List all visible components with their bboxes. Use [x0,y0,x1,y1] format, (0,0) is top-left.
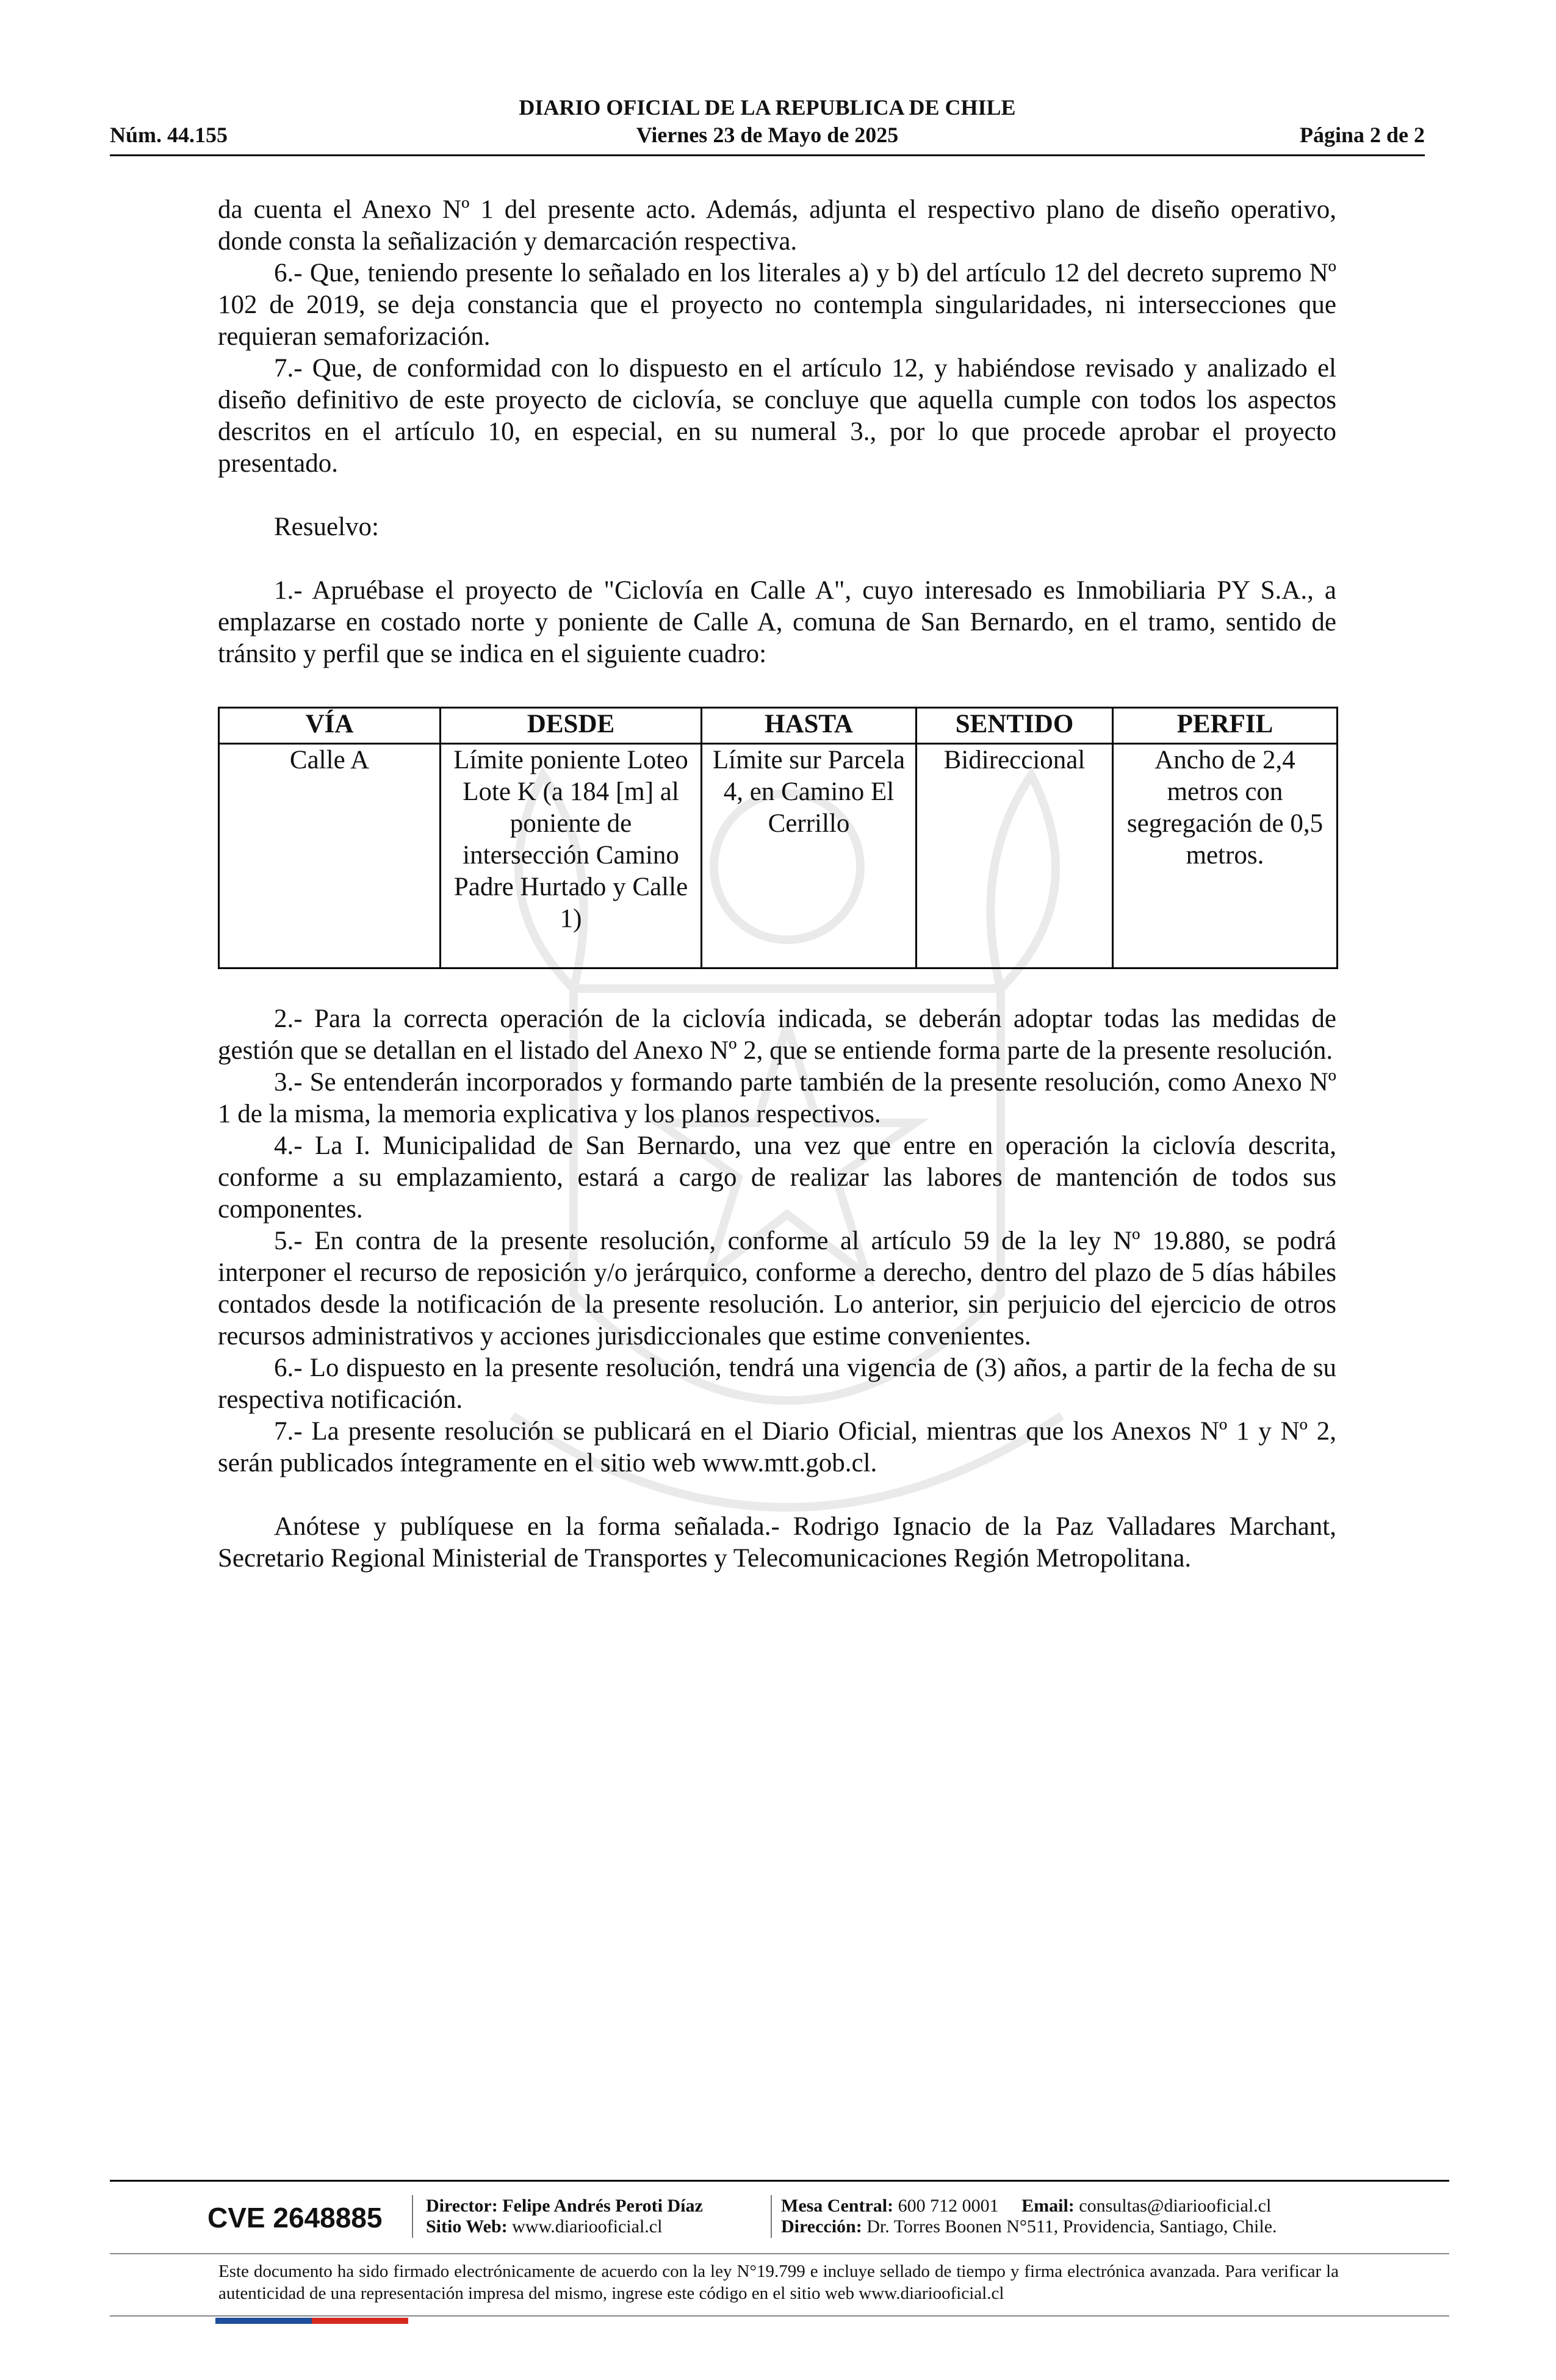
paragraph: 6.- Que, teniendo presente lo señalado en los literales a) y b) del artículo 12 del decreto supremo Nº 102 de 2019, se deja constancia que el proyecto no contempla singularidades, ni intersecciones que requieran semaforización. [218,259,1336,351]
table-row [219,744,1338,968]
paragraph: 1.- Apruébase el proyecto de "Ciclovía en Calle A", cuyo interesado es Inmobiliaria PY S.A., a emplazarse en costado norte y poniente de Calle A, comuna de San Bernardo, en el tramo, sentido de tránsito y perfil que se indica en el siguiente cuadro: [218,576,1336,668]
table-cell: Bidireccional [917,744,1113,968]
column-header: HASTA [702,708,917,744]
phone-label: Mesa Central: [781,2196,894,2216]
address-line [781,2216,1277,2237]
issue-number: Núm. 44.155 [110,123,228,147]
page-header [110,95,1425,156]
cycleway-table [218,707,1338,969]
director-label: Director: [426,2196,498,2216]
footer-divider [110,2253,1449,2254]
page-footer [110,2180,1449,2332]
paragraph: 2.- Para la correcta operación de la ciclovía indicada, se deberán adoptar todas las medidas de gestión que se detallan en el listado del Anexo Nº 2, que se entiende forma parte de la presente resolución. [218,1004,1336,1065]
email-link[interactable]: consultas@diariooficial.cl [1079,2196,1272,2216]
table-cell: Ancho de 2,4 metros con segregación de 0,5 metros. [1113,744,1338,968]
flag-blue-segment [215,2318,312,2324]
contact-line [781,2196,1271,2216]
footer-separator [412,2195,413,2238]
phone-value: 600 712 0001 [898,2196,999,2216]
email-label: Email: [1021,2196,1075,2216]
flag-stripe [215,2318,408,2324]
resolution-heading: Resuelvo: [274,513,379,541]
website-line [426,2216,662,2237]
table-cell: Límite sur Parcela 4, en Camino El Cerrillo [702,744,917,968]
header-divider [110,154,1425,156]
website-link[interactable]: www.diariooficial.cl [512,2216,663,2237]
director-line [426,2196,703,2216]
table-header-row [219,708,1338,744]
flag-red-segment [312,2318,408,2324]
paragraph: 7.- Que, de conformidad con lo dispuesto en el artículo 12, y habiéndose revisado y analizado el diseño definitivo de este proyecto de ciclovía, se concluye que aquella cumple con todos los aspectos descritos en el artículo 10, en especial, en su numeral 3., por lo que procede aprobar el proyecto presentado. [218,354,1336,478]
paragraph: 4.- La I. Municipalidad de San Bernardo, una vez que entre en operación la ciclovía descrita, conforme a su emplazamiento, estará a cargo de realizar las labores de mantención de todos sus componentes. [218,1131,1336,1224]
paragraph: 5.- En contra de la presente resolución, conforme al artículo 59 de la ley Nº 19.880, se podrá interponer el recurso de reposición y/o jerárquico, conforme a derecho, dentro del plazo de 5 días hábiles contados desde la notificación de la presente resolución. Lo anterior, sin perjuicio del ejercicio de otros recursos administrativos y acciones jurisdiccionales que estime convenientes. [218,1227,1336,1350]
column-header: PERFIL [1113,708,1338,744]
paragraph: 3.- Se entenderán incorporados y formando parte también de la presente resolución, como Anexo Nº 1 de la misma, la memoria explicativa y los planos respectivos. [218,1068,1336,1128]
paragraph: 6.- Lo dispuesto en la presente resolución, tendrá una vigencia de (3) años, a partir de la fecha de su respectiva notificación. [218,1354,1336,1414]
paragraph: 7.- La presente resolución se publicará en el Diario Oficial, mientras que los Anexos Nº 1 y Nº 2, serán publicados íntegramente en el sitio web www.mtt.gob.cl. [218,1417,1336,1477]
director-name: Felipe Andrés Peroti Díaz [502,2196,703,2216]
table-cell: Límite poniente Loteo Lote K (a 184 [m] al poniente de intersección Camino Padre Hurtado y Calle 1) [441,744,702,968]
signature-paragraph: Anótese y publíquese en la forma señalada.- Rodrigo Ignacio de la Paz Valladares Marchant, Secretario Regional Ministerial de Transportes y Telecomunicaciones Región Metropolitana. [218,1512,1336,1573]
column-header: DESDE [441,708,702,744]
footer-divider [110,2315,1449,2317]
address-label: Dirección: [781,2216,862,2237]
cve-code: CVE 2648885 [207,2202,383,2234]
footer-divider [110,2180,1449,2182]
footer-separator [771,2195,772,2238]
document-body [218,194,1336,1574]
website-label: Sitio Web: [426,2216,508,2237]
page-indicator: Página 2 de 2 [1299,123,1425,147]
column-header: SENTIDO [917,708,1113,744]
column-header: VÍA [219,708,441,744]
legal-notice: Este documento ha sido firmado electrónicamente de acuerdo con la ley N°19.799 e incluye sellado de tiempo y firma electrónica avanzada. Para verificar la autenticidad de una representación impresa del mismo, ingrese este código en el sitio web www.diariooficial.cl [218,2262,1339,2303]
newspaper-title: DIARIO OFICIAL DE LA REPUBLICA DE CHILE [519,95,1016,120]
table-cell: Calle A [219,744,441,968]
address-value: Dr. Torres Boonen N°511, Providencia, Santiago, Chile. [866,2216,1277,2237]
paragraph: da cuenta el Anexo Nº 1 del presente acto. Además, adjunta el respectivo plano de diseño operativo, donde consta la señalización y demarcación respectiva. [218,195,1336,256]
issue-date: Viernes 23 de Mayo de 2025 [636,123,899,147]
